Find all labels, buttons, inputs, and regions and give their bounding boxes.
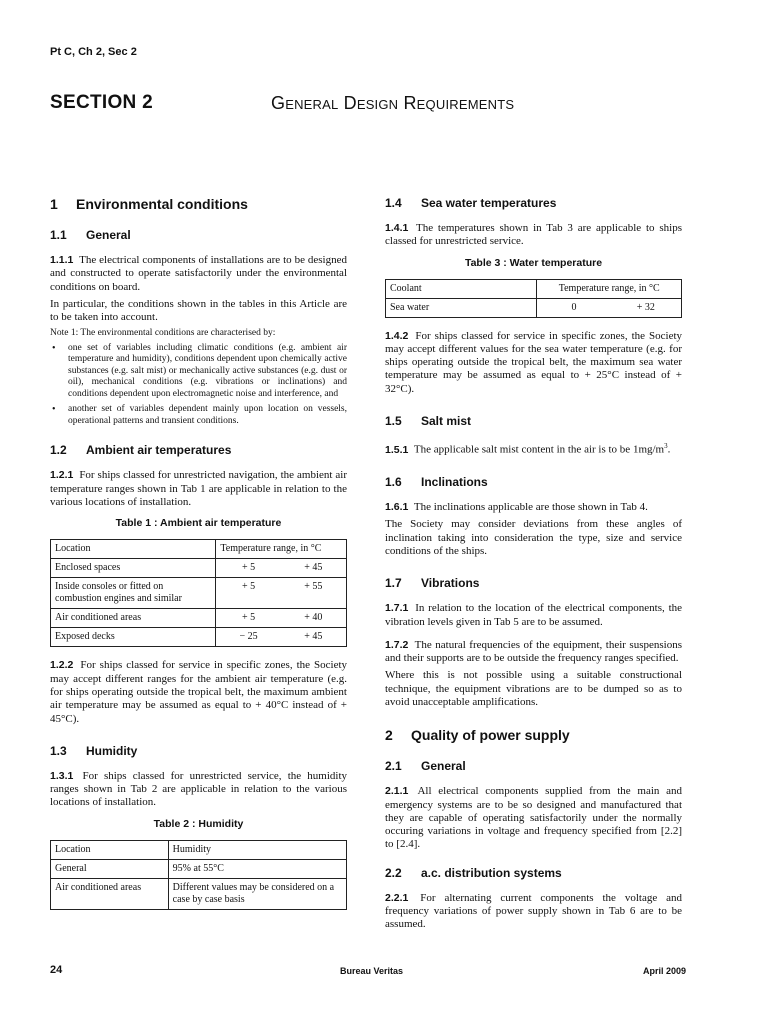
table-cell: Humidity bbox=[168, 840, 346, 859]
table-row bbox=[51, 840, 347, 859]
para-1-6-1-b: The Society may consider deviations from these angles of inclination taking into consideration the type, size and service conditions of the ships. bbox=[385, 518, 682, 557]
table-1-ambient-air-temperature bbox=[50, 539, 347, 647]
para-1-3-1: 1.3.1 For ships classed for unrestricted service, the humidity ranges shown in Tab 2 are applicable in relation to the various locations of installation. bbox=[50, 769, 347, 809]
table-cell: + 5 bbox=[216, 578, 281, 609]
para-1-2-2: 1.2.2 For ships classed for service in specific zones, the Society may accept different ranges for the ambient air temperature (e.g. for ships operating outside the tropical belt, the maximum ambient air temperature may be assumed as equal to + 40°C instead of + 45°C). bbox=[50, 659, 348, 725]
publication-date: April 2009 bbox=[643, 966, 687, 976]
list-item: • another set of variables dependent mainly upon location on vessels, operational patterns and transient conditions. bbox=[50, 404, 347, 427]
table-cell: General bbox=[51, 859, 169, 878]
para-1-7-2-b: Where this is not possible using a suitable constructional technique, the equipment vibrations are to be dumped so as to avoid unacceptable amplifications. bbox=[385, 669, 682, 708]
heading-1-1: 1.1 General bbox=[50, 228, 131, 242]
table-cell: Enclosed spaces bbox=[51, 559, 216, 578]
table-cell: + 5 bbox=[216, 609, 281, 628]
heading-1-7: 1.7 Vibrations bbox=[385, 576, 480, 591]
table-cell: + 45 bbox=[281, 628, 347, 647]
para-1-5-1: 1.5.1 The applicable salt mist content in the air is to be $1mg/m^3$. bbox=[385, 442, 671, 456]
heading-1-5: 1.5 Salt mist bbox=[385, 414, 472, 429]
para-1-7-2: 1.7.2 The natural frequencies of the equipment, their suspensions and their supports are to be outside the frequency ranges specified. bbox=[385, 638, 682, 665]
table-cell: + 40 bbox=[281, 609, 347, 628]
table-row bbox=[51, 878, 347, 909]
table-cell: Location bbox=[51, 540, 216, 559]
table-cell: Coolant bbox=[386, 279, 537, 298]
table-3-water-temperature bbox=[385, 279, 682, 318]
left-column bbox=[50, 196, 347, 922]
right-column bbox=[385, 196, 682, 936]
section-reference: Pt C, Ch 2, Sec 2 bbox=[50, 46, 137, 58]
para-1-4-2: 1.4.2 For ships classed for service in specific zones, the Society may accept different values for the sea water temperature (e.g. for ships operating outside the tropical belt, the maximum sea water temperature may be assumed as equal to + 25°C instead of + 32°C). bbox=[385, 329, 683, 395]
table-cell: + 55 bbox=[281, 578, 347, 609]
table-row bbox=[386, 279, 682, 298]
para-2-2-1: 2.2.1 For alternating current components the voltage and frequency variations of power supply shown in Tab 6 are to be assumed. bbox=[385, 891, 682, 931]
table-cell: Air conditioned areas bbox=[51, 878, 169, 909]
list-item: • one set of variables including climatic conditions (e.g. ambient air temperature and humidity), conditions dependent upon chemically active substances (e.g. salt mist) or mechanically active substances (e.g. dust or oil), mechanical conditions (e.g. vibrations or inclinations) and conditions dependent upon electromagnetic noise and interference, and bbox=[50, 343, 347, 401]
table-2-caption: Table 2 : Humidity bbox=[153, 817, 244, 830]
table-row bbox=[51, 609, 347, 628]
table-cell: Inside consoles or fitted on combustion engines and similar bbox=[51, 578, 216, 609]
note-1: Note 1: The environmental conditions are characterised by: bbox=[50, 328, 276, 339]
heading-2: 2 Quality of power supply bbox=[385, 727, 570, 744]
table-row bbox=[51, 859, 347, 878]
para-1-1-1: 1.1.1 The electrical components of installations are to be designed and constructed to operate satisfactorily under the environmental conditions on board. bbox=[50, 254, 347, 293]
heading-1-2: 1.2 Ambient air temperatures bbox=[50, 443, 232, 458]
table-row bbox=[51, 559, 347, 578]
table-cell: + 32 bbox=[611, 298, 682, 317]
table-cell: Exposed decks bbox=[51, 628, 216, 647]
table-cell: Sea water bbox=[386, 298, 537, 317]
table-cell: 95% at 55°C bbox=[168, 859, 346, 878]
note-bullets bbox=[50, 343, 347, 428]
table-row bbox=[386, 298, 682, 317]
table-cell: Temperature range, in °C bbox=[216, 540, 347, 559]
table-cell: + 45 bbox=[281, 559, 347, 578]
table-cell: Air conditioned areas bbox=[51, 609, 216, 628]
publisher: Bureau Veritas bbox=[340, 966, 404, 976]
para-1-6-1: 1.6.1 The inclinations applicable are those shown in Tab 4. bbox=[385, 501, 648, 514]
table-cell: − 25 bbox=[216, 628, 281, 647]
page-number: 24 bbox=[50, 964, 63, 976]
heading-2-1: 2.1 General bbox=[385, 759, 466, 774]
para-1-2-1: 1.2.1 For ships classed for unrestricted navigation, the ambient air temperature ranges shown in Tab 1 are applicable in relation to the various locations of installation. bbox=[50, 469, 347, 509]
table-cell: 0 bbox=[537, 298, 611, 317]
table-1-caption: Table 1 : Ambient air temperature bbox=[115, 517, 282, 530]
table-cell: Different values may be considered on a case by case basis bbox=[168, 878, 346, 909]
para-1-1-1-b: In particular, the conditions shown in the tables in this Article are to be taken into account. bbox=[50, 297, 347, 324]
section-label: SECTION 2 bbox=[50, 92, 153, 113]
table-2-humidity bbox=[50, 840, 347, 910]
table-row bbox=[51, 578, 347, 609]
table-3-caption: Table 3 : Water temperature bbox=[464, 256, 603, 269]
table-cell: Location bbox=[51, 840, 169, 859]
table-row bbox=[51, 628, 347, 647]
para-2-1-1: 2.1.1 All electrical components supplied from the main and emergency systems are to be so designed and manufactured that they are capable of operating satisfactorily under the normally occuring variations in voltage and frequency specified from [2.2] to [2.4]. bbox=[385, 785, 682, 851]
para-1-7-1: 1.7.1 In relation to the location of the electrical components, the vibration levels given in Tab 5 are to be assumed. bbox=[385, 602, 683, 628]
section-title: General Design Requirements bbox=[271, 93, 515, 113]
heading-1-3: 1.3 Humidity bbox=[50, 743, 138, 758]
table-cell: + 5 bbox=[216, 559, 281, 578]
heading-2-2: 2.2 a.c. distribution systems bbox=[385, 865, 562, 880]
table-row bbox=[51, 540, 347, 559]
table-cell: Temperature range, in °C bbox=[537, 279, 682, 298]
heading-1-6: 1.6 Inclinations bbox=[385, 475, 488, 490]
heading-1-4: 1.4 Sea water temperatures bbox=[385, 196, 557, 210]
heading-1: 1 Environmental conditions bbox=[50, 196, 248, 212]
para-1-4-1: 1.4.1 The temperatures shown in Tab 3 are applicable to ships classed for unrestricted service. bbox=[385, 222, 682, 248]
